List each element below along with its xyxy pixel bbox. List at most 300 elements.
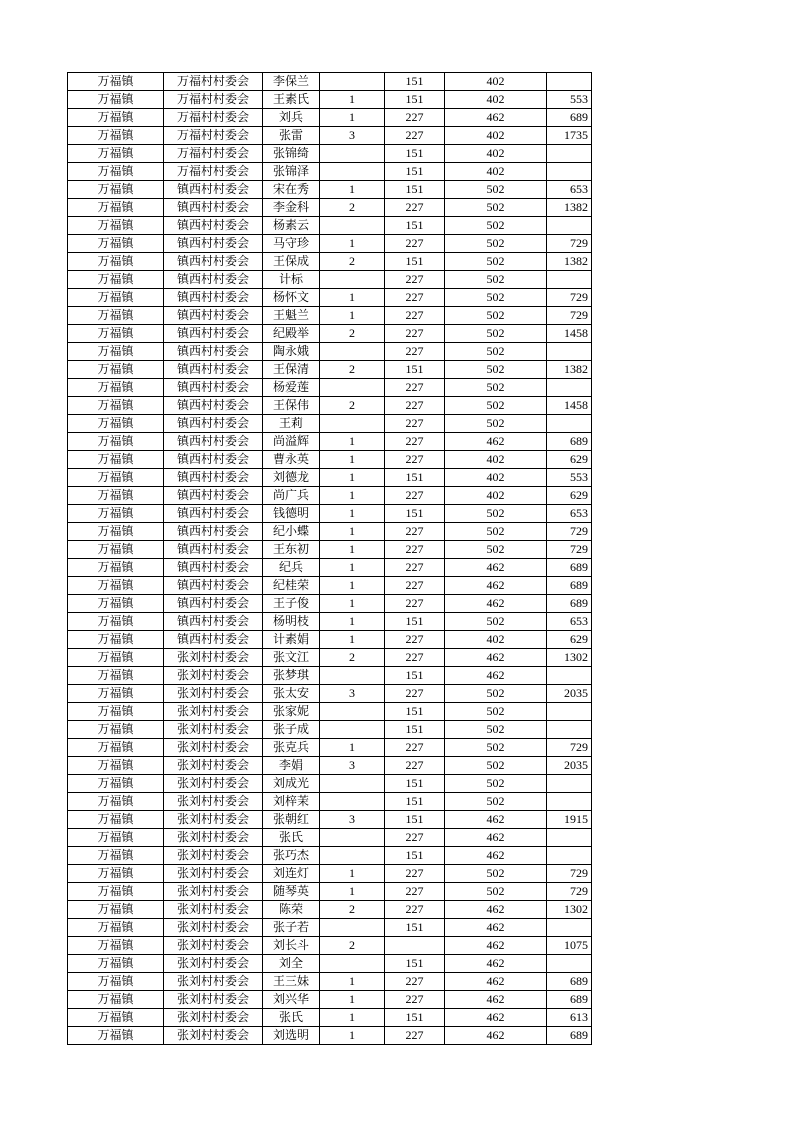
name-cell: 马守珍 (263, 235, 320, 253)
count-cell: 2 (320, 361, 385, 379)
count-cell (320, 667, 385, 685)
value-b-cell: 462 (445, 829, 547, 847)
name-cell: 张梦琪 (263, 667, 320, 685)
town-cell: 万福镇 (68, 487, 164, 505)
amount-cell: 689 (547, 973, 592, 991)
value-b-cell: 462 (445, 991, 547, 1009)
value-a-cell: 227 (385, 379, 445, 397)
amount-cell: 1458 (547, 325, 592, 343)
amount-cell: 689 (547, 433, 592, 451)
name-cell: 尚广兵 (263, 487, 320, 505)
value-b-cell: 502 (445, 271, 547, 289)
value-a-cell: 227 (385, 199, 445, 217)
town-cell: 万福镇 (68, 721, 164, 739)
count-cell: 2 (320, 649, 385, 667)
value-b-cell: 402 (445, 145, 547, 163)
amount-cell (547, 163, 592, 181)
village-cell: 镇西村村委会 (164, 253, 263, 271)
village-cell: 张刘村村委会 (164, 937, 263, 955)
table-row (68, 1009, 592, 1027)
value-a-cell: 227 (385, 559, 445, 577)
village-cell: 万福村村委会 (164, 127, 263, 145)
value-a-cell: 151 (385, 217, 445, 235)
town-cell: 万福镇 (68, 685, 164, 703)
village-cell: 张刘村村委会 (164, 1009, 263, 1027)
table-row (68, 865, 592, 883)
table-row (68, 469, 592, 487)
amount-cell: 1735 (547, 127, 592, 145)
name-cell: 王保清 (263, 361, 320, 379)
name-cell: 杨爱莲 (263, 379, 320, 397)
name-cell: 纪小蝶 (263, 523, 320, 541)
table-row (68, 973, 592, 991)
amount-cell (547, 829, 592, 847)
village-cell: 万福村村委会 (164, 91, 263, 109)
town-cell: 万福镇 (68, 523, 164, 541)
name-cell: 王保成 (263, 253, 320, 271)
value-b-cell: 502 (445, 289, 547, 307)
village-cell: 张刘村村委会 (164, 703, 263, 721)
table-row (68, 811, 592, 829)
count-cell: 2 (320, 199, 385, 217)
name-cell: 纪兵 (263, 559, 320, 577)
value-b-cell: 462 (445, 955, 547, 973)
count-cell: 3 (320, 757, 385, 775)
value-b-cell: 462 (445, 901, 547, 919)
value-b-cell: 502 (445, 199, 547, 217)
value-a-cell: 151 (385, 847, 445, 865)
name-cell: 刘梓茉 (263, 793, 320, 811)
village-cell: 张刘村村委会 (164, 973, 263, 991)
count-cell: 3 (320, 127, 385, 145)
village-cell: 万福村村委会 (164, 145, 263, 163)
value-a-cell: 227 (385, 685, 445, 703)
count-cell: 1 (320, 289, 385, 307)
town-cell: 万福镇 (68, 973, 164, 991)
table-body (68, 73, 592, 1045)
village-cell: 张刘村村委会 (164, 667, 263, 685)
town-cell: 万福镇 (68, 937, 164, 955)
name-cell: 李保兰 (263, 73, 320, 91)
value-a-cell: 227 (385, 541, 445, 559)
count-cell: 1 (320, 541, 385, 559)
town-cell: 万福镇 (68, 811, 164, 829)
count-cell: 1 (320, 613, 385, 631)
village-cell: 镇西村村委会 (164, 451, 263, 469)
value-b-cell: 462 (445, 109, 547, 127)
village-cell: 镇西村村委会 (164, 235, 263, 253)
table-row (68, 505, 592, 523)
amount-cell: 689 (547, 577, 592, 595)
amount-cell (547, 955, 592, 973)
count-cell: 1 (320, 577, 385, 595)
name-cell: 张锦绮 (263, 145, 320, 163)
town-cell: 万福镇 (68, 289, 164, 307)
value-b-cell: 502 (445, 505, 547, 523)
count-cell: 3 (320, 685, 385, 703)
town-cell: 万福镇 (68, 451, 164, 469)
name-cell: 杨素云 (263, 217, 320, 235)
table-row (68, 217, 592, 235)
town-cell: 万福镇 (68, 1027, 164, 1045)
value-b-cell: 502 (445, 541, 547, 559)
value-a-cell: 151 (385, 811, 445, 829)
table-row (68, 775, 592, 793)
table-row (68, 109, 592, 127)
value-a-cell: 151 (385, 703, 445, 721)
value-b-cell: 502 (445, 415, 547, 433)
table-row (68, 235, 592, 253)
name-cell: 张雷 (263, 127, 320, 145)
count-cell (320, 343, 385, 361)
count-cell (320, 775, 385, 793)
table-row (68, 793, 592, 811)
table-row (68, 487, 592, 505)
amount-cell: 729 (547, 865, 592, 883)
town-cell: 万福镇 (68, 199, 164, 217)
count-cell: 1 (320, 505, 385, 523)
village-cell: 镇西村村委会 (164, 487, 263, 505)
name-cell: 曹永英 (263, 451, 320, 469)
town-cell: 万福镇 (68, 901, 164, 919)
village-cell: 张刘村村委会 (164, 739, 263, 757)
name-cell: 李娟 (263, 757, 320, 775)
count-cell: 1 (320, 235, 385, 253)
table-row (68, 829, 592, 847)
amount-cell (547, 703, 592, 721)
name-cell: 计标 (263, 271, 320, 289)
value-a-cell: 227 (385, 757, 445, 775)
amount-cell: 653 (547, 181, 592, 199)
amount-cell (547, 145, 592, 163)
count-cell: 2 (320, 253, 385, 271)
village-cell: 万福村村委会 (164, 163, 263, 181)
table-row (68, 325, 592, 343)
village-cell: 镇西村村委会 (164, 343, 263, 361)
value-a-cell: 151 (385, 163, 445, 181)
value-a-cell: 151 (385, 793, 445, 811)
value-b-cell: 402 (445, 73, 547, 91)
value-a-cell: 227 (385, 451, 445, 469)
town-cell: 万福镇 (68, 883, 164, 901)
town-cell: 万福镇 (68, 577, 164, 595)
count-cell (320, 145, 385, 163)
town-cell: 万福镇 (68, 307, 164, 325)
count-cell (320, 829, 385, 847)
value-a-cell: 227 (385, 433, 445, 451)
amount-cell: 689 (547, 109, 592, 127)
amount-cell: 2035 (547, 685, 592, 703)
town-cell: 万福镇 (68, 397, 164, 415)
name-cell: 张文江 (263, 649, 320, 667)
amount-cell: 629 (547, 631, 592, 649)
table-row (68, 127, 592, 145)
value-b-cell: 502 (445, 181, 547, 199)
count-cell (320, 415, 385, 433)
count-cell (320, 793, 385, 811)
value-b-cell: 502 (445, 217, 547, 235)
count-cell (320, 721, 385, 739)
value-a-cell: 151 (385, 145, 445, 163)
name-cell: 陈荣 (263, 901, 320, 919)
table-row (68, 433, 592, 451)
table-row (68, 631, 592, 649)
village-cell: 镇西村村委会 (164, 541, 263, 559)
town-cell: 万福镇 (68, 361, 164, 379)
value-a-cell: 227 (385, 271, 445, 289)
value-b-cell: 502 (445, 253, 547, 271)
value-a-cell: 227 (385, 595, 445, 613)
amount-cell (547, 217, 592, 235)
value-b-cell: 462 (445, 649, 547, 667)
value-a-cell: 227 (385, 397, 445, 415)
amount-cell: 689 (547, 559, 592, 577)
value-b-cell: 402 (445, 469, 547, 487)
town-cell: 万福镇 (68, 343, 164, 361)
town-cell: 万福镇 (68, 775, 164, 793)
value-b-cell: 462 (445, 667, 547, 685)
value-b-cell: 502 (445, 757, 547, 775)
table-row (68, 145, 592, 163)
amount-cell: 729 (547, 883, 592, 901)
count-cell: 1 (320, 1009, 385, 1027)
value-a-cell: 227 (385, 289, 445, 307)
name-cell: 刘德龙 (263, 469, 320, 487)
value-b-cell: 502 (445, 685, 547, 703)
name-cell: 张家妮 (263, 703, 320, 721)
value-b-cell: 502 (445, 397, 547, 415)
amount-cell: 1915 (547, 811, 592, 829)
town-cell: 万福镇 (68, 829, 164, 847)
amount-cell (547, 379, 592, 397)
town-cell: 万福镇 (68, 919, 164, 937)
village-cell: 张刘村村委会 (164, 1027, 263, 1045)
town-cell: 万福镇 (68, 667, 164, 685)
table-row (68, 883, 592, 901)
village-cell: 镇西村村委会 (164, 469, 263, 487)
value-b-cell: 462 (445, 1009, 547, 1027)
table-row (68, 739, 592, 757)
value-a-cell: 151 (385, 919, 445, 937)
name-cell: 王保伟 (263, 397, 320, 415)
town-cell: 万福镇 (68, 271, 164, 289)
amount-cell (547, 343, 592, 361)
amount-cell (547, 271, 592, 289)
village-cell: 镇西村村委会 (164, 271, 263, 289)
village-cell: 张刘村村委会 (164, 901, 263, 919)
amount-cell: 1302 (547, 901, 592, 919)
value-b-cell: 402 (445, 163, 547, 181)
value-a-cell: 227 (385, 415, 445, 433)
name-cell: 计素娟 (263, 631, 320, 649)
amount-cell: 689 (547, 595, 592, 613)
name-cell: 陶永娥 (263, 343, 320, 361)
table-row (68, 199, 592, 217)
table-row (68, 523, 592, 541)
value-b-cell: 502 (445, 775, 547, 793)
value-b-cell: 462 (445, 577, 547, 595)
amount-cell (547, 775, 592, 793)
value-b-cell: 462 (445, 811, 547, 829)
table-row (68, 757, 592, 775)
town-cell: 万福镇 (68, 325, 164, 343)
town-cell: 万福镇 (68, 793, 164, 811)
town-cell: 万福镇 (68, 433, 164, 451)
value-a-cell: 227 (385, 901, 445, 919)
table-row (68, 1027, 592, 1045)
name-cell: 刘全 (263, 955, 320, 973)
value-a-cell: 151 (385, 1009, 445, 1027)
village-cell: 镇西村村委会 (164, 217, 263, 235)
village-cell: 镇西村村委会 (164, 307, 263, 325)
town-cell: 万福镇 (68, 253, 164, 271)
village-cell: 镇西村村委会 (164, 505, 263, 523)
table-row (68, 613, 592, 631)
table-row (68, 649, 592, 667)
village-cell: 张刘村村委会 (164, 811, 263, 829)
name-cell: 刘兴华 (263, 991, 320, 1009)
amount-cell: 1302 (547, 649, 592, 667)
count-cell (320, 73, 385, 91)
value-a-cell: 151 (385, 91, 445, 109)
name-cell: 张太安 (263, 685, 320, 703)
count-cell: 2 (320, 901, 385, 919)
village-cell: 镇西村村委会 (164, 613, 263, 631)
village-cell: 镇西村村委会 (164, 577, 263, 595)
table-row (68, 703, 592, 721)
town-cell: 万福镇 (68, 649, 164, 667)
table-row (68, 397, 592, 415)
town-cell: 万福镇 (68, 235, 164, 253)
value-b-cell: 502 (445, 613, 547, 631)
name-cell: 宋在秀 (263, 181, 320, 199)
name-cell: 张克兵 (263, 739, 320, 757)
name-cell: 纪桂荣 (263, 577, 320, 595)
town-cell: 万福镇 (68, 127, 164, 145)
town-cell: 万福镇 (68, 541, 164, 559)
village-cell: 张刘村村委会 (164, 919, 263, 937)
count-cell: 1 (320, 433, 385, 451)
amount-cell: 629 (547, 487, 592, 505)
name-cell: 张氏 (263, 829, 320, 847)
village-cell: 张刘村村委会 (164, 991, 263, 1009)
table-row (68, 73, 592, 91)
value-a-cell: 227 (385, 883, 445, 901)
village-cell: 镇西村村委会 (164, 433, 263, 451)
town-cell: 万福镇 (68, 559, 164, 577)
value-a-cell: 227 (385, 523, 445, 541)
value-b-cell: 502 (445, 379, 547, 397)
value-a-cell: 227 (385, 649, 445, 667)
value-a-cell: 151 (385, 721, 445, 739)
amount-cell: 689 (547, 991, 592, 1009)
table-row (68, 577, 592, 595)
amount-cell: 1458 (547, 397, 592, 415)
value-a-cell: 227 (385, 109, 445, 127)
name-cell: 王东初 (263, 541, 320, 559)
table-row (68, 307, 592, 325)
amount-cell (547, 73, 592, 91)
name-cell: 刘成光 (263, 775, 320, 793)
amount-cell: 729 (547, 289, 592, 307)
value-b-cell: 462 (445, 919, 547, 937)
value-a-cell: 151 (385, 253, 445, 271)
value-b-cell: 462 (445, 433, 547, 451)
count-cell: 1 (320, 559, 385, 577)
village-cell: 张刘村村委会 (164, 685, 263, 703)
village-cell: 镇西村村委会 (164, 379, 263, 397)
name-cell: 张朝红 (263, 811, 320, 829)
village-cell: 万福村村委会 (164, 109, 263, 127)
table-row (68, 343, 592, 361)
value-b-cell: 502 (445, 883, 547, 901)
town-cell: 万福镇 (68, 703, 164, 721)
town-cell: 万福镇 (68, 505, 164, 523)
count-cell: 2 (320, 397, 385, 415)
village-cell: 张刘村村委会 (164, 775, 263, 793)
table-row (68, 541, 592, 559)
count-cell: 1 (320, 865, 385, 883)
amount-cell (547, 721, 592, 739)
name-cell: 刘长斗 (263, 937, 320, 955)
village-cell: 镇西村村委会 (164, 559, 263, 577)
name-cell: 王莉 (263, 415, 320, 433)
table-row (68, 955, 592, 973)
name-cell: 刘选明 (263, 1027, 320, 1045)
value-b-cell: 502 (445, 865, 547, 883)
village-cell: 张刘村村委会 (164, 865, 263, 883)
value-b-cell: 402 (445, 631, 547, 649)
value-b-cell: 502 (445, 721, 547, 739)
name-cell: 杨明枝 (263, 613, 320, 631)
table-row (68, 361, 592, 379)
amount-cell: 729 (547, 523, 592, 541)
count-cell: 1 (320, 595, 385, 613)
count-cell (320, 163, 385, 181)
village-cell: 万福村村委会 (164, 73, 263, 91)
name-cell: 王三妹 (263, 973, 320, 991)
data-table (67, 72, 592, 1045)
village-cell: 张刘村村委会 (164, 649, 263, 667)
count-cell (320, 379, 385, 397)
town-cell: 万福镇 (68, 145, 164, 163)
value-a-cell: 227 (385, 325, 445, 343)
town-cell: 万福镇 (68, 595, 164, 613)
amount-cell: 613 (547, 1009, 592, 1027)
name-cell: 刘连灯 (263, 865, 320, 883)
name-cell: 张巧杰 (263, 847, 320, 865)
value-b-cell: 502 (445, 307, 547, 325)
town-cell: 万福镇 (68, 163, 164, 181)
town-cell: 万福镇 (68, 847, 164, 865)
count-cell: 1 (320, 91, 385, 109)
value-a-cell: 227 (385, 127, 445, 145)
amount-cell (547, 415, 592, 433)
value-b-cell: 462 (445, 937, 547, 955)
table-row (68, 253, 592, 271)
value-a-cell: 227 (385, 631, 445, 649)
village-cell: 镇西村村委会 (164, 631, 263, 649)
value-b-cell: 502 (445, 523, 547, 541)
town-cell: 万福镇 (68, 73, 164, 91)
village-cell: 张刘村村委会 (164, 721, 263, 739)
table-row (68, 847, 592, 865)
count-cell: 1 (320, 631, 385, 649)
town-cell: 万福镇 (68, 613, 164, 631)
table-row (68, 919, 592, 937)
village-cell: 镇西村村委会 (164, 415, 263, 433)
amount-cell: 1382 (547, 361, 592, 379)
